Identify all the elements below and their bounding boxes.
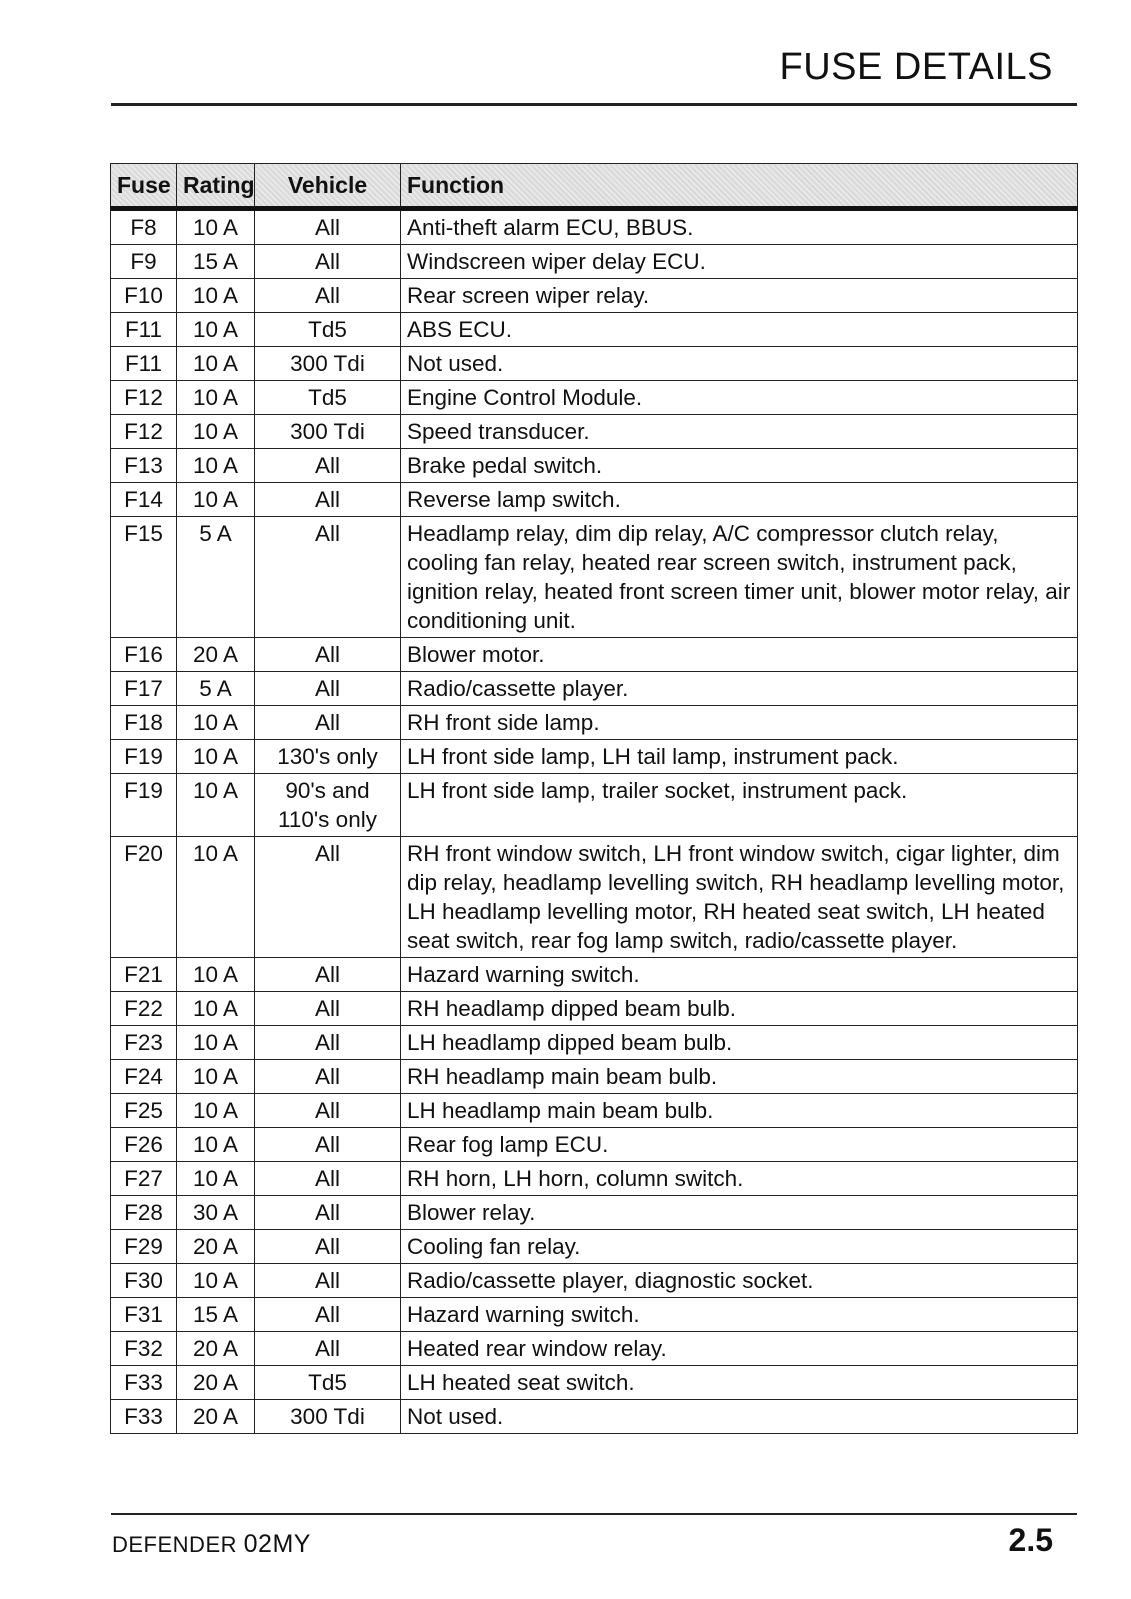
cell-function: Blower relay. [401,1196,1078,1230]
cell-rating: 10 A [177,1128,255,1162]
cell-fuse: F11 [111,313,177,347]
table-row [111,1366,1078,1400]
cell-rating: 10 A [177,1264,255,1298]
cell-fuse: F18 [111,706,177,740]
cell-rating: 10 A [177,1026,255,1060]
cell-vehicle: All [255,1298,401,1332]
cell-vehicle: All [255,1060,401,1094]
cell-vehicle: All [255,958,401,992]
cell-function: Headlamp relay, dim dip relay, A/C compressor clutch relay, cooling fan relay, heated rear screen switch, instrument pack, ignition relay, heated front screen timer unit, blower motor relay, air conditioning unit. [401,517,1078,638]
table-row [111,449,1078,483]
cell-rating: 10 A [177,774,255,837]
cell-vehicle: Td5 [255,381,401,415]
cell-rating: 10 A [177,415,255,449]
cell-function: RH horn, LH horn, column switch. [401,1162,1078,1196]
cell-function: Blower motor. [401,638,1078,672]
cell-function: Reverse lamp switch. [401,483,1078,517]
table-row [111,1094,1078,1128]
table-row [111,706,1078,740]
table-row [111,1162,1078,1196]
cell-rating: 5 A [177,517,255,638]
cell-fuse: F28 [111,1196,177,1230]
table-row [111,1230,1078,1264]
cell-function: Hazard warning switch. [401,958,1078,992]
fuse-table [110,163,1078,1434]
cell-rating: 10 A [177,992,255,1026]
cell-function: Not used. [401,1400,1078,1434]
cell-fuse: F15 [111,517,177,638]
cell-rating: 20 A [177,1230,255,1264]
cell-fuse: F19 [111,774,177,837]
cell-rating: 10 A [177,958,255,992]
cell-vehicle: All [255,1162,401,1196]
cell-vehicle: All [255,449,401,483]
cell-rating: 10 A [177,449,255,483]
header-row [111,164,1078,209]
table-row [111,992,1078,1026]
cell-vehicle: All [255,1264,401,1298]
column-header-vehicle: Vehicle [255,164,401,209]
cell-rating: 15 A [177,245,255,279]
table-row [111,1128,1078,1162]
cell-rating: 10 A [177,313,255,347]
cell-function: Rear screen wiper relay. [401,279,1078,313]
cell-vehicle: 300 Tdi [255,1400,401,1434]
table-row [111,638,1078,672]
cell-rating: 10 A [177,1060,255,1094]
cell-fuse: F33 [111,1400,177,1434]
table-row [111,245,1078,279]
footer-model [112,1530,311,1559]
cell-fuse: F23 [111,1026,177,1060]
cell-rating: 20 A [177,1366,255,1400]
fuse-table-header [111,164,1078,209]
cell-fuse: F21 [111,958,177,992]
table-row [111,740,1078,774]
cell-function: LH headlamp main beam bulb. [401,1094,1078,1128]
cell-vehicle: All [255,245,401,279]
cell-vehicle: All [255,706,401,740]
cell-fuse: F27 [111,1162,177,1196]
cell-fuse: F20 [111,837,177,958]
cell-function: Radio/cassette player, diagnostic socket. [401,1264,1078,1298]
table-row [111,209,1078,245]
table-row [111,672,1078,706]
cell-function: Rear fog lamp ECU. [401,1128,1078,1162]
cell-rating: 15 A [177,1298,255,1332]
cell-rating: 10 A [177,837,255,958]
cell-rating: 20 A [177,1400,255,1434]
page-number: 2.5 [1008,1522,1053,1558]
cell-function: Anti-theft alarm ECU, BBUS. [401,209,1078,245]
cell-rating: 5 A [177,672,255,706]
table-row [111,347,1078,381]
cell-rating: 30 A [177,1196,255,1230]
cell-fuse: F33 [111,1366,177,1400]
cell-fuse: F16 [111,638,177,672]
cell-fuse: F11 [111,347,177,381]
cell-fuse: F31 [111,1298,177,1332]
footer-divider [111,1513,1077,1515]
table-row [111,1264,1078,1298]
cell-fuse: F17 [111,672,177,706]
cell-rating: 10 A [177,279,255,313]
cell-vehicle: 130's only [255,740,401,774]
cell-fuse: F26 [111,1128,177,1162]
cell-function: Radio/cassette player. [401,672,1078,706]
table-row [111,517,1078,638]
cell-function: RH headlamp main beam bulb. [401,1060,1078,1094]
cell-function: LH front side lamp, LH tail lamp, instrument pack. [401,740,1078,774]
cell-fuse: F25 [111,1094,177,1128]
cell-rating: 10 A [177,1162,255,1196]
cell-function: RH front window switch, LH front window switch, cigar lighter, dim dip relay, headlamp levelling switch, RH headlamp levelling motor, LH headlamp levelling motor, RH heated seat switch, LH heated seat switch, rear fog lamp switch, radio/cassette player. [401,837,1078,958]
cell-rating: 10 A [177,706,255,740]
cell-fuse: F12 [111,381,177,415]
fuse-table-body [111,209,1078,1434]
cell-vehicle: All [255,483,401,517]
cell-rating: 10 A [177,740,255,774]
cell-vehicle: 90's and 110's only [255,774,401,837]
cell-fuse: F22 [111,992,177,1026]
cell-fuse: F8 [111,209,177,245]
cell-fuse: F10 [111,279,177,313]
cell-function: Cooling fan relay. [401,1230,1078,1264]
cell-fuse: F30 [111,1264,177,1298]
cell-vehicle: All [255,672,401,706]
cell-rating: 10 A [177,483,255,517]
cell-fuse: F9 [111,245,177,279]
cell-function: Speed transducer. [401,415,1078,449]
cell-rating: 10 A [177,1094,255,1128]
table-row [111,1060,1078,1094]
cell-vehicle: All [255,1026,401,1060]
cell-fuse: F13 [111,449,177,483]
cell-rating: 10 A [177,381,255,415]
table-row [111,279,1078,313]
cell-vehicle: All [255,279,401,313]
cell-vehicle: All [255,1128,401,1162]
cell-vehicle: All [255,1230,401,1264]
cell-fuse: F14 [111,483,177,517]
cell-vehicle: Td5 [255,313,401,347]
table-row [111,1196,1078,1230]
table-row [111,1298,1078,1332]
cell-function: LH heated seat switch. [401,1366,1078,1400]
cell-function: Engine Control Module. [401,381,1078,415]
cell-function: Hazard warning switch. [401,1298,1078,1332]
table-row [111,415,1078,449]
table-row [111,1026,1078,1060]
cell-function: LH headlamp dipped beam bulb. [401,1026,1078,1060]
cell-vehicle: Td5 [255,1366,401,1400]
cell-rating: 20 A [177,1332,255,1366]
column-header-fuse: Fuse [111,164,177,209]
table-row [111,1400,1078,1434]
cell-function: RH front side lamp. [401,706,1078,740]
cell-vehicle: All [255,1094,401,1128]
table-row [111,381,1078,415]
column-header-function: Function [401,164,1078,209]
cell-vehicle: All [255,837,401,958]
footer-model-year: 02MY [243,1530,311,1558]
cell-fuse: F19 [111,740,177,774]
cell-vehicle: All [255,517,401,638]
cell-fuse: F29 [111,1230,177,1264]
cell-function: Not used. [401,347,1078,381]
cell-rating: 10 A [177,347,255,381]
cell-vehicle: 300 Tdi [255,347,401,381]
table-row [111,483,1078,517]
table-row [111,774,1078,837]
cell-rating: 20 A [177,638,255,672]
table-row [111,313,1078,347]
table-row [111,837,1078,958]
cell-rating: 10 A [177,209,255,245]
cell-fuse: F12 [111,415,177,449]
cell-vehicle: All [255,992,401,1026]
cell-vehicle: All [255,1196,401,1230]
page-title: FUSE DETAILS [779,46,1053,88]
table-row [111,958,1078,992]
title-divider [111,103,1077,106]
cell-function: Windscreen wiper delay ECU. [401,245,1078,279]
cell-vehicle: All [255,638,401,672]
cell-function: LH front side lamp, trailer socket, instrument pack. [401,774,1078,837]
cell-vehicle: All [255,209,401,245]
cell-function: Brake pedal switch. [401,449,1078,483]
cell-vehicle: 300 Tdi [255,415,401,449]
column-header-rating: Rating [177,164,255,209]
cell-function: ABS ECU. [401,313,1078,347]
cell-fuse: F32 [111,1332,177,1366]
cell-fuse: F24 [111,1060,177,1094]
cell-vehicle: All [255,1332,401,1366]
footer-model-name: DEFENDER [112,1532,238,1557]
cell-function: Heated rear window relay. [401,1332,1078,1366]
cell-function: RH headlamp dipped beam bulb. [401,992,1078,1026]
table-row [111,1332,1078,1366]
